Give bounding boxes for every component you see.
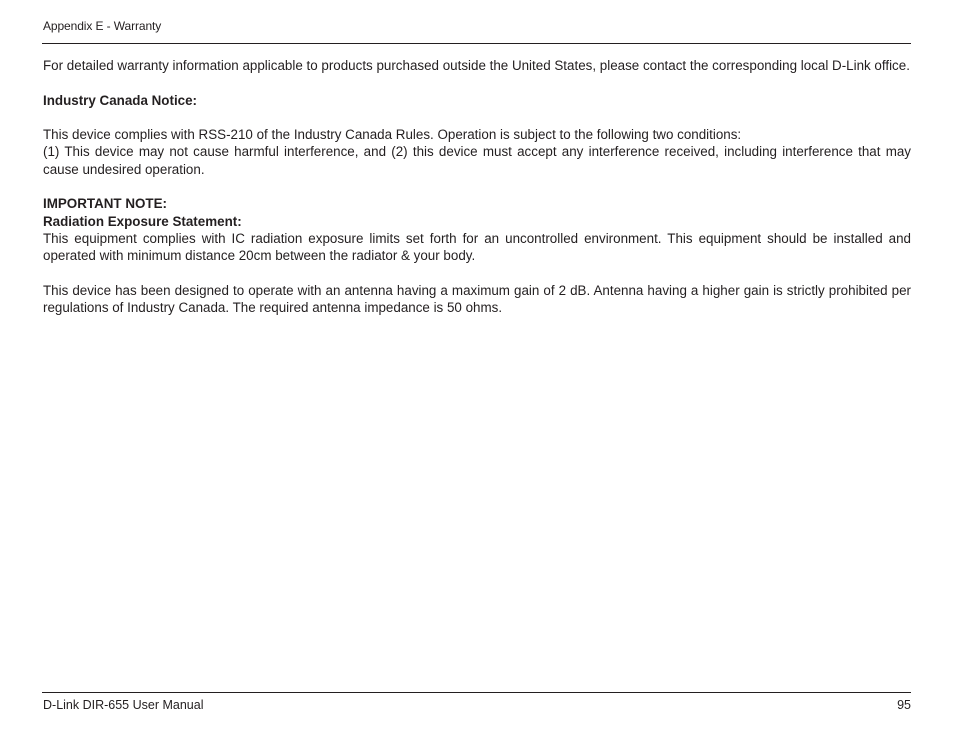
header-rule [42, 43, 911, 44]
footer-rule [42, 692, 911, 693]
radiation-exposure-heading: Radiation Exposure Statement: [43, 213, 242, 229]
page-header-section: Appendix E - Warranty [43, 19, 162, 33]
industry-canada-heading: Industry Canada Notice: [43, 92, 198, 108]
important-note-heading: IMPORTANT NOTE: [43, 196, 167, 212]
conditions-paragraph: (1) This device may not cause harmful interference, and (2) this device must accept any interference received, including interference that may cause undesired operation. [43, 144, 911, 177]
page-number: 95 [897, 698, 911, 712]
radiation-exposure-paragraph: This equipment complies with IC radiation exposure limits set forth for an uncontrolled environment. This equipment should be installed and operated with minimum distance 20cm between the radiator & your body. [43, 230, 911, 264]
warranty-outside-us-paragraph: For detailed warranty information applicable to products purchased outside the United States, please contact the corresponding local D-Link office. [43, 58, 910, 73]
manual-title: D-Link DIR-655 User Manual [43, 698, 204, 712]
page-content [43, 57, 911, 316]
rss-compliance-paragraph: This device complies with RSS-210 of the Industry Canada Rules. Operation is subject to the following two conditions: [43, 127, 742, 143]
antenna-gain-paragraph: This device has been designed to operate with an antenna having a maximum gain of 2 dB. Antenna having a higher gain is strictly prohibited per regulations of Industry Canada. The required antenna impedance is 50 ohms. [43, 282, 911, 316]
